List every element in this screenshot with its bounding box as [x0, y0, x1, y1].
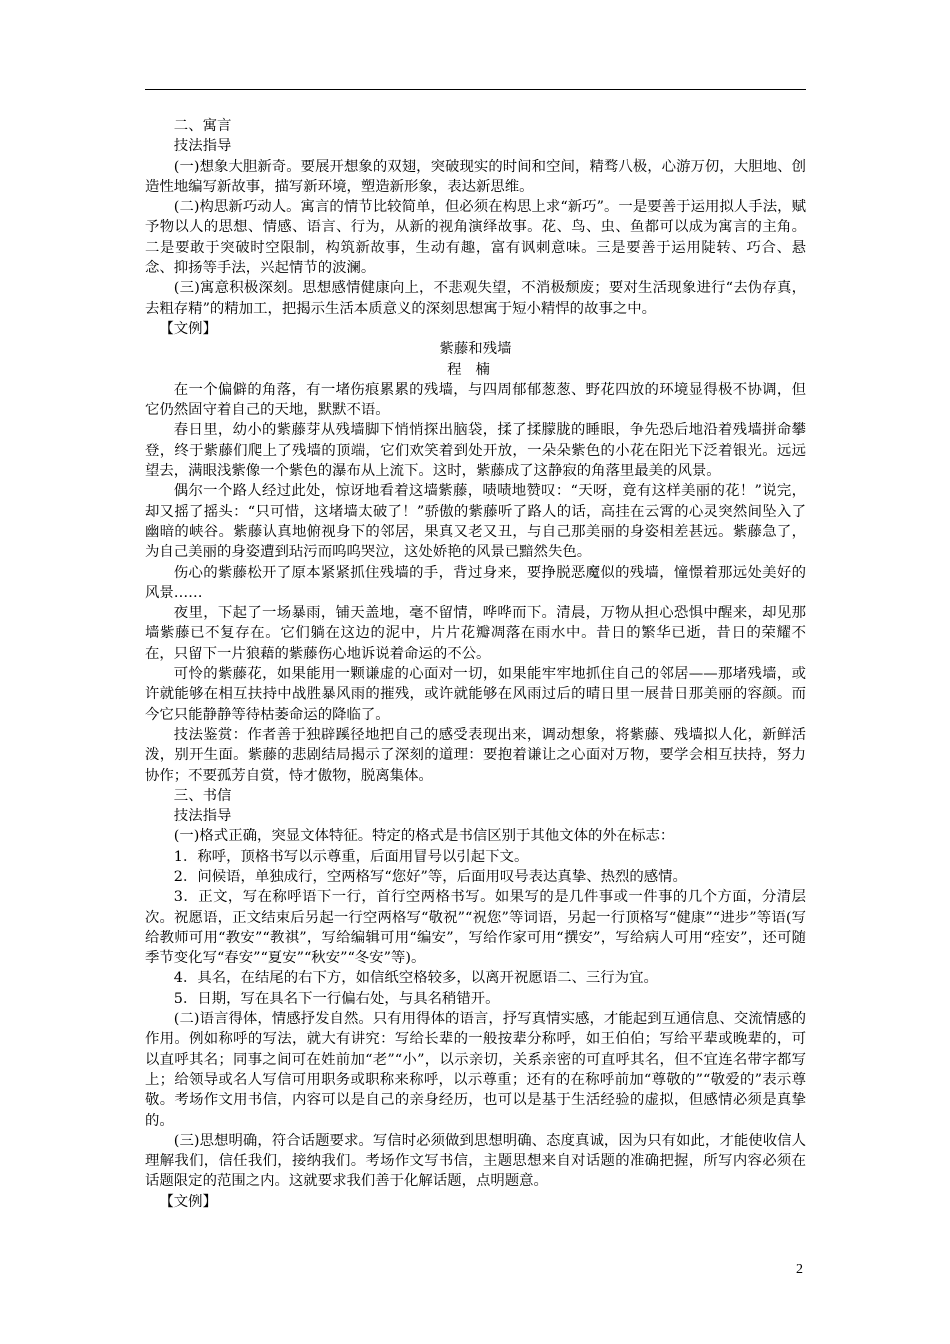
paragraph: (三)寓意积极深刻。思想感情健康向上，不悲观失望，不消极颓废；要对生活现象进行“去伪存真，去粗存精”的精加工，把揭示生活本质意义的深刻思想寓于短小精悍的故事之中。 — [145, 280, 806, 317]
paragraph: 春日里，幼小的紫藤芽从残墙脚下悄悄探出脑袋，揉了揉朦胧的睡眼，争先恐后地沿着残墙拼命攀登，终于紫藤们爬上了残墙的顶端，它们欢笑着到处开放，一朵朵紫色的小花在阳光下泛着银光。远远望去，满眼浅紫像一个紫色的瀑布从上流下。这时，紫藤成了这静寂的角落里最美的风景。 — [145, 422, 806, 480]
header-rule — [145, 89, 806, 90]
paragraph: 1．称呼，顶格书写以示尊重，后面用冒号以引起下文。 — [173, 848, 529, 865]
paragraph: (一)想象大胆新奇。要展开想象的双翅，突破现实的时间和空间，精骛八极，心游万仞，大胆地、创造性地编写新故事，描写新环境，塑造新形象，表达新思维。 — [145, 158, 806, 195]
paragraph: 三、书信 — [173, 787, 232, 804]
paragraph: (二)语言得体，情感抒发自然。只有用得体的语言，抒写真情实感，才能起到互通信息、交流情感的作用。例如称呼的写法，就大有讲究：写给长辈的一般按辈分称呼，如王伯伯；写给平辈或晚辈的，可以直呼其名；同事之间可在姓前加“老”“小”，以示亲切，关系亲密的可直呼其名，但不宜连名带字都写上；给领导或名人写信可用职务或职称来称呼，以示尊重；还有的在称呼前加“尊敬的”“敬爱的”表示尊敬。考场作文用书信，内容可以是自己的亲身经历，也可以是基于生活经验的虚拟，但感情必须是真挚的。 — [145, 1011, 806, 1129]
paragraph: 5．日期，写在具名下一行偏右处，与具名稍错开。 — [173, 990, 500, 1007]
document-body — [145, 116, 806, 1212]
paragraph: 技法指导 — [173, 808, 232, 825]
paragraph: 程楠 — [447, 361, 504, 378]
paragraph: 【文例】 — [159, 1193, 217, 1210]
paragraph: (二)构思新巧动人。寓言的情节比较简单，但必须在构思上求“新巧”。一是要善于运用拟人手法，赋予物以人的思想、情感、语言、行为，从新的视角演绎故事。花、鸟、虫、鱼都可以成为寓言的主角。二是要敢于突破时空限制，构筑新故事，生动有趣，富有讽刺意味。三是要善于运用陡转、巧合、悬念、抑扬等手法，兴起情节的波澜。 — [145, 199, 806, 277]
paragraph: 技法指导 — [173, 138, 232, 155]
paragraph: 2．问候语，单独成行，空两格写“您好”等，后面用叹号表达真挚、热烈的感情。 — [173, 868, 687, 885]
paragraph: 夜里，下起了一场暴雨，铺天盖地，毫不留情，哗哗而下。清晨，万物从担心恐惧中醒来，却见那墙紫藤已不复存在。它们躺在这边的泥中，片片花瓣凋落在雨水中。昔日的繁华已逝，昔日的荣耀不在，只留下一片狼藉的紫藤伤心地诉说着命运的不公。 — [145, 605, 806, 662]
paragraph: 4．具名，在结尾的右下方，如信纸空格较多，以离开祝愿语二、三行为宜。 — [173, 970, 658, 987]
paragraph: 二、寓言 — [173, 118, 232, 134]
paragraph: 紫藤和残墙 — [439, 341, 512, 358]
paragraph: (一)格式正确，突显文体特征。特定的格式是书信区别于其他文体的外在标志： — [173, 828, 675, 845]
paragraph: 3．正文，写在称呼语下一行，首行空两格书写。如果写的是几件事或一件事的几个方面，分清层次。祝愿语，正文结束后另起一行空两格写“敬祝”“祝您”等词语，另起一行顶格写“健康”“进步”等语(写给教师可用“教安”“教祺”，写给编辑可用“编安”，写给作家可用“撰安”，写给病人可用“痊安”，还可随季节变化写“春安”“夏安”“秋安”“冬安”等)。 — [145, 889, 806, 967]
page-number: 2 — [796, 1262, 803, 1277]
paragraph: 偶尔一个路人经过此处，惊讶地看着这墙紫藤，啧啧地赞叹：“天呀，竟有这样美丽的花！”说完，却又摇了摇头：“只可惜，这堵墙太破了！”骄傲的紫藤听了路人的话，高挂在云霄的心灵突然间坠入了幽暗的峡谷。紫藤认真地俯视身下的邻居，果真又老又丑，与自己那美丽的身姿相差甚远。紫藤急了，为自己美丽的身姿遭到玷污而呜呜哭泣，这处娇艳的风景已黯然失色。 — [145, 483, 806, 561]
paragraph: (三)思想明确，符合话题要求。写信时必须做到思想明确、态度真诚，因为只有如此，才能使收信人理解我们，信任我们，接纳我们。考场作文写书信，主题思想来自对话题的准确把握，所写内容必须在话题限定的范围之内。这就要求我们善于化解话题，点明题意。 — [145, 1132, 806, 1190]
paragraph: 可怜的紫藤花，如果能用一颗谦虚的心面对一切，如果能牢牢地抓住自己的邻居——那堵残墙，或许就能够在相互扶持中战胜暴风雨的摧残，或许就能够在风雨过后的晴日里一展昔日那美丽的容颜。而今它只能静静等待枯萎命运的降临了。 — [145, 666, 806, 723]
paragraph: 伤心的紫藤松开了原本紧紧抓住残墙的手，背过身来，要挣脱恶魔似的残墙，憧憬着那远处美好的风景…… — [145, 564, 806, 601]
paragraph: 技法鉴赏：作者善于独辟蹊径地把自己的感受表现出来，调动想象，将紫藤、残墙拟人化，新鲜活泼，别开生面。紫藤的悲剧结局揭示了深刻的道理：要抱着谦让之心面对万物，要学会相互扶持，努力协作；不要孤芳自赏，恃才傲物，脱离集体。 — [145, 726, 806, 784]
paragraph: 【文例】 — [159, 320, 217, 337]
paragraph: 在一个偏僻的角落，有一堵伤痕累累的残墙，与四周郁郁葱葱、野花四放的环境显得极不协调，但它仍然固守着自己的天地，默默不语。 — [145, 381, 806, 419]
